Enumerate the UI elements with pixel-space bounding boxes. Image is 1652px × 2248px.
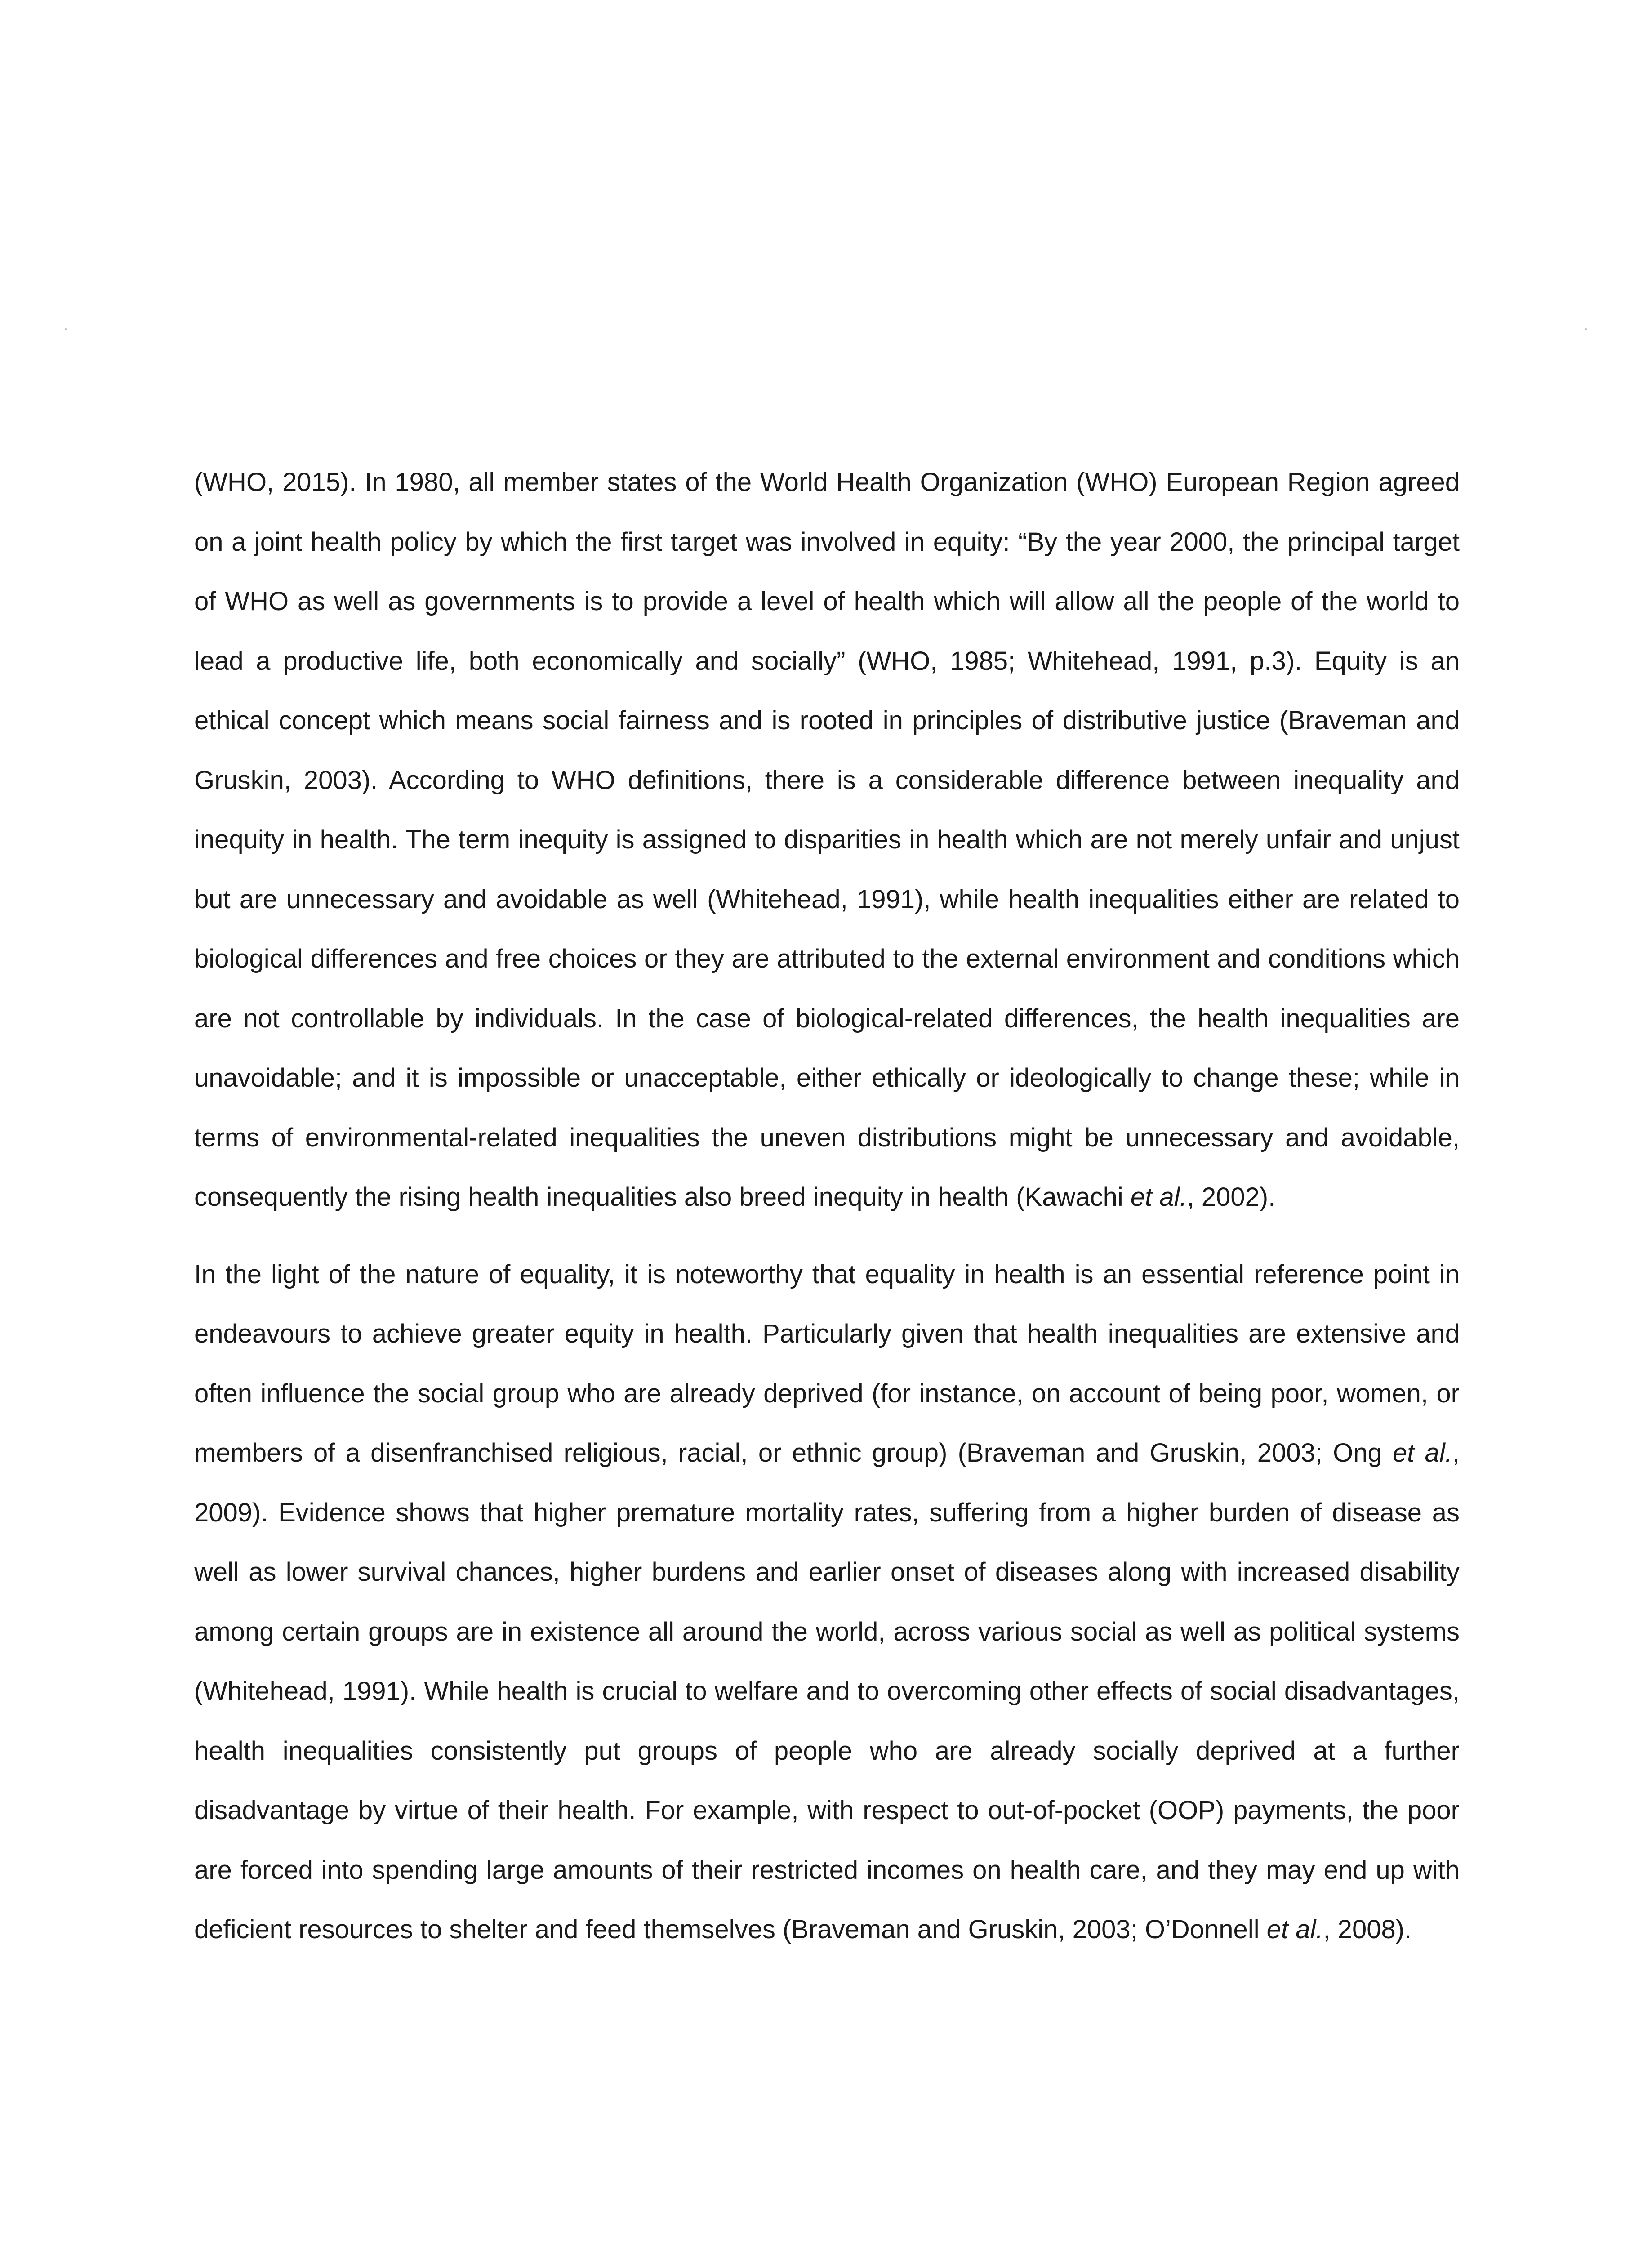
paragraph-equality-in-health [194, 1245, 1460, 1960]
body-text [194, 453, 1460, 1960]
italic-text-run: et al. [1130, 1182, 1187, 1212]
crop-mark-left [65, 328, 67, 330]
text-run: , 2009). Evidence shows that higher premature mortality rates, suffering from a higher burden of disease as well as lower survival chances, higher burdens and earlier onset of diseases along with increased disability among certain groups are in existence all around the world, across various social as well as political systems (Whitehead, 1991). While health is crucial to welfare and to overcoming other effects of social disadvantages, health inequalities consistently put groups of people who are already socially deprived at a further disadvantage by virtue of their health. For example, with respect to out-of-pocket (OOP) payments, the poor are forced into spending large amounts of their restricted incomes on health care, and they may end up with deficient resources to shelter and feed themselves (Braveman and Gruskin, 2003; O’Donnell [194, 1438, 1460, 1944]
italic-text-run: et al. [1266, 1915, 1323, 1944]
text-run: , 2002). [1187, 1182, 1276, 1212]
text-run: , 2008). [1323, 1915, 1412, 1944]
text-run: In the light of the nature of equality, it is noteworthy that equality in health is an essential reference point in endeavours to achieve greater equity in health. Particularly given that health inequalities are extensive and often influence the social group who are already deprived (for instance, on account of being poor, women, or members of a disenfranchised religious, racial, or ethnic group) (Braveman and Gruskin, 2003; Ong [194, 1259, 1460, 1467]
crop-mark-right [1585, 328, 1587, 330]
paragraph-equity-definition [194, 453, 1460, 1227]
italic-text-run: et al. [1392, 1438, 1452, 1467]
text-run: (WHO, 2015). In 1980, all member states of the World Health Organization (WHO) European Region agreed on a joint health policy by which the first target was involved in equity: “By the year 2000, the principal target of WHO as well as governments is to provide a level of health which will allow all the people of the world to lead a productive life, both economically and socially” (WHO, 1985; Whitehead, 1991, p.3). Equity is an ethical concept which means social fairness and is rooted in principles of distributive justice (Braveman and Gruskin, 2003). According to WHO definitions, there is a considerable difference between inequality and inequity in health. The term inequity is assigned to disparities in health which are not merely unfair and unjust but are unnecessary and avoidable as well (Whitehead, 1991), while health inequalities either are related to biological differences and free choices or they are attributed to the external environment and conditions which are not controllable by individuals. In the case of biological-related differences, the health inequalities are unavoidable; and it is impossible or unacceptable, either ethically or ideologically to change these; while in terms of environmental-related inequalities the uneven distributions might be unnecessary and avoidable, consequently the rising health inequalities also breed inequity in health (Kawachi [194, 468, 1460, 1212]
